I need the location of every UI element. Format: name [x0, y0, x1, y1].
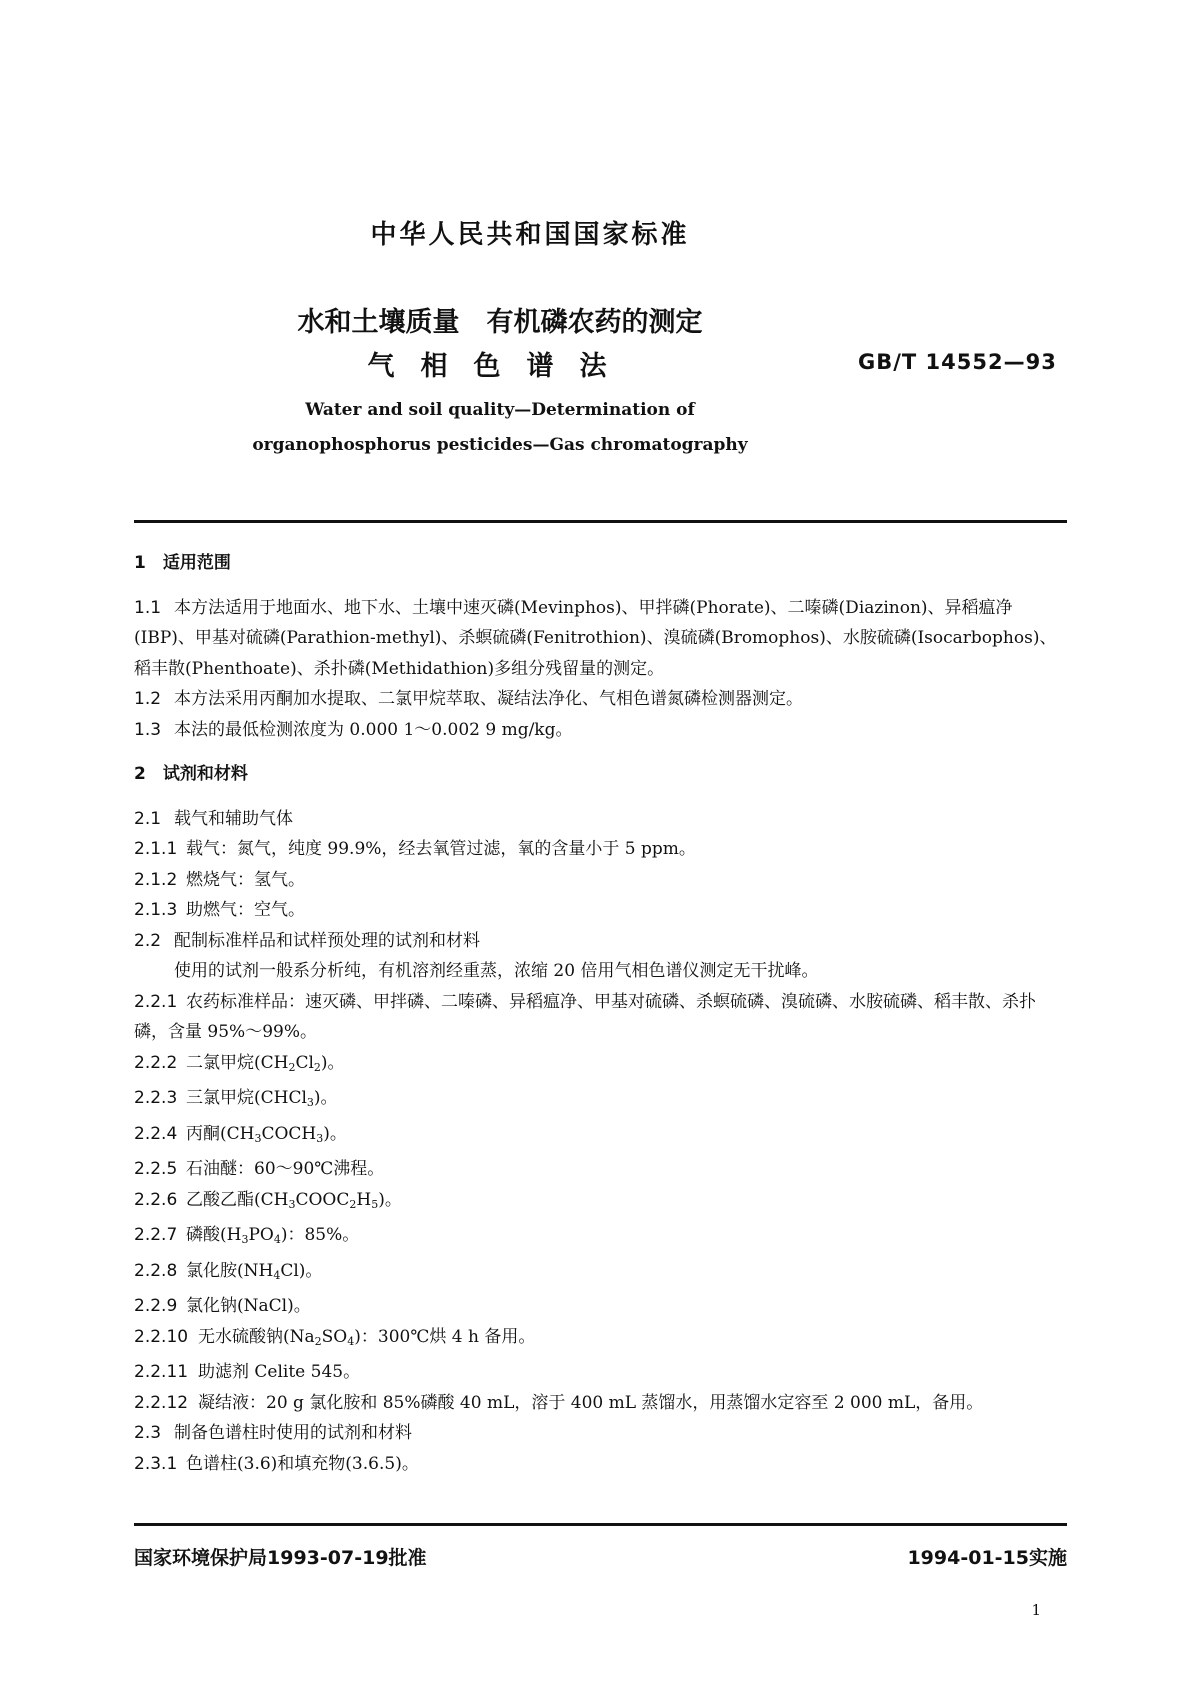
chemical-formula: $(CH_3COCH_3)$。 — [220, 1123, 347, 1145]
clause-text: 本法的最低检测浓度为 0.000 1～0.002 9 mg/kg。 — [174, 719, 573, 740]
clause-number: 2.2.7 — [134, 1225, 178, 1245]
clause-1-1 — [134, 593, 1069, 685]
clause-number: 2.2.10 — [134, 1326, 189, 1347]
clause-text: 氯化钠(NaCl)。 — [186, 1296, 311, 1316]
clause-number: 2.1.1 — [134, 839, 178, 859]
clause-text: 助滤剂 Celite 545。 — [198, 1362, 361, 1382]
clause-number: 1.1 — [134, 597, 162, 618]
clause-2-3-1 — [134, 1449, 1069, 1480]
clause-2-2-9 — [134, 1291, 1069, 1322]
clause-number: 2.2.12 — [134, 1392, 189, 1413]
clause-number: 2.2.9 — [134, 1296, 178, 1316]
clause-text: 无水硫酸钠 — [198, 1326, 283, 1347]
clause-text: 氯化胺 — [186, 1260, 237, 1281]
clause-text: 丙酮 — [186, 1123, 220, 1144]
clause-text: 色谱柱(3.6)和填充物(3.6.5)。 — [186, 1453, 419, 1474]
clause-1-3 — [134, 715, 1069, 746]
clause-number: 2.2.3 — [134, 1088, 178, 1108]
clause-text: 载气和辅助气体 — [174, 808, 293, 829]
clause-2-2-2 — [134, 1048, 1069, 1084]
footer-divider — [134, 1523, 1067, 1526]
clause-text: 制备色谱柱时使用的试剂和材料 — [174, 1423, 412, 1443]
clause-text: 农药标准样品：速灭磷、甲拌磷、二嗪磷、异稻瘟净、甲基对硫磷、杀螟硫磷、溴硫磷、水胺硫磷、稻丰散、杀扑磷，含量 95%～99%。 — [134, 991, 1036, 1042]
clause-text: 乙酸乙酯 — [186, 1189, 254, 1210]
clause-number: 2.2.2 — [134, 1052, 178, 1073]
title-en-line2: organophosphorus pesticides—Gas chromatography — [252, 435, 748, 455]
chemical-formula: $(CH_3COOC_2H_5)$。 — [254, 1189, 402, 1211]
clause-text: 凝结液：20 g 氯化胺和 85%磷酸 40 mL，溶于 400 mL 蒸馏水，用蒸馏水定容至 2 000 mL，备用。 — [198, 1392, 984, 1413]
clause-2-2 — [134, 926, 1069, 957]
clause-number: 2.1.2 — [134, 869, 178, 890]
clause-2-2-5 — [134, 1154, 1069, 1185]
clause-number: 2.2.11 — [134, 1362, 189, 1382]
clause-2-1-2 — [134, 865, 1069, 896]
clause-2-2-7 — [134, 1220, 1069, 1256]
clause-text: 本方法采用丙酮加水提取、二氯甲烷萃取、凝结法净化、气相色谱氮磷检测器测定。 — [174, 689, 803, 709]
clause-2-2-11 — [134, 1357, 1069, 1388]
approval-note: 国家环境保护局1993-07-19批准 — [134, 1547, 427, 1569]
clause-number: 2.3 — [134, 1423, 162, 1443]
clause-number: 1.2 — [134, 689, 162, 709]
clause-number: 1.3 — [134, 719, 162, 740]
chemical-formula: $(H_3PO_4)$：85%。 — [220, 1225, 360, 1246]
clause-text: 配制标准样品和试样预处理的试剂和材料 — [174, 930, 480, 951]
clause-2-1 — [134, 804, 1069, 835]
clause-2-2-note: 使用的试剂一般系分析纯，有机溶剂经重蒸，浓缩 20 倍用气相色谱仪测定无干扰峰。 — [174, 961, 819, 981]
clause-number: 2.1 — [134, 808, 162, 829]
clause-text: 二氯甲烷 — [186, 1052, 254, 1073]
standard-code: GB/T 14552—93 — [858, 350, 1057, 374]
clause-2-2-8 — [134, 1256, 1069, 1292]
clause-number: 2.2 — [134, 930, 162, 951]
clause-text: 燃烧气：氢气。 — [186, 869, 305, 890]
clause-text: 助燃气：空气。 — [186, 900, 305, 920]
clause-number: 2.2.8 — [134, 1260, 178, 1281]
clause-2-3 — [134, 1418, 1069, 1449]
clause-text: 石油醚：60～90℃沸程。 — [186, 1159, 385, 1179]
clause-number: 2.2.1 — [134, 991, 178, 1012]
header-divider — [134, 520, 1067, 523]
clause-number: 2.2.5 — [134, 1159, 178, 1179]
section-2-heading: 2 试剂和材料 — [134, 764, 248, 784]
title-en-line1: Water and soil quality—Determination of — [305, 400, 695, 420]
clause-2-1-1 — [134, 834, 1069, 865]
chemical-formula: $(Na_2SO_4)$：300℃烘 4 h 备用。 — [283, 1326, 536, 1348]
clause-2-2-10 — [134, 1322, 1069, 1358]
clause-text: 本方法适用于地面水、地下水、土壤中速灭磷(Mevinphos)、甲拌磷(Phorate)、二嗪磷(Diazinon)、异稻瘟净(IBP)、甲基对硫磷(Parathion-methyl)、杀螟硫磷(Fenitrothion)、溴硫磷(Bromophos)、水胺硫磷(Isocarbophos)、稻丰散(Phenthoate)、杀扑磷(Methidathion)多组分残留量的测定。 — [134, 597, 1057, 679]
clause-text: 磷酸 — [186, 1225, 220, 1245]
clause-text: 三氯甲烷 — [186, 1088, 254, 1108]
clause-number: 2.3.1 — [134, 1453, 178, 1474]
section-1-heading: 1 适用范围 — [134, 553, 231, 573]
clause-2-2-1 — [134, 987, 1069, 1048]
clause-text: 载气：氮气，纯度 99.9%，经去氧管过滤，氧的含量小于 5 ppm。 — [186, 839, 696, 859]
page-number: 1 — [1031, 1601, 1041, 1619]
title-cn-line1: 水和土壤质量 有机磷农药的测定 — [297, 307, 703, 338]
chemical-formula: (CHCl$_3$)。 — [254, 1088, 338, 1109]
chemical-formula: $(NH_4Cl)$。 — [237, 1260, 323, 1282]
chemical-formula: $(CH_2Cl_2)$。 — [254, 1052, 345, 1074]
document-body — [134, 548, 1069, 1479]
clause-2-2-12 — [134, 1388, 1069, 1419]
national-standard-label: 中华人民共和国国家标准 — [370, 220, 690, 250]
clause-number: 2.1.3 — [134, 900, 178, 920]
title-cn-line2: 气相色谱法 — [367, 351, 633, 382]
clause-2-2-6 — [134, 1185, 1069, 1221]
clause-number: 2.2.6 — [134, 1189, 178, 1210]
implementation-date: 1994-01-15实施 — [907, 1547, 1067, 1569]
clause-number: 2.2.4 — [134, 1123, 178, 1144]
clause-2-2-4 — [134, 1119, 1069, 1155]
clause-1-2 — [134, 684, 1069, 715]
clause-2-2-3 — [134, 1083, 1069, 1119]
clause-2-1-3 — [134, 895, 1069, 926]
